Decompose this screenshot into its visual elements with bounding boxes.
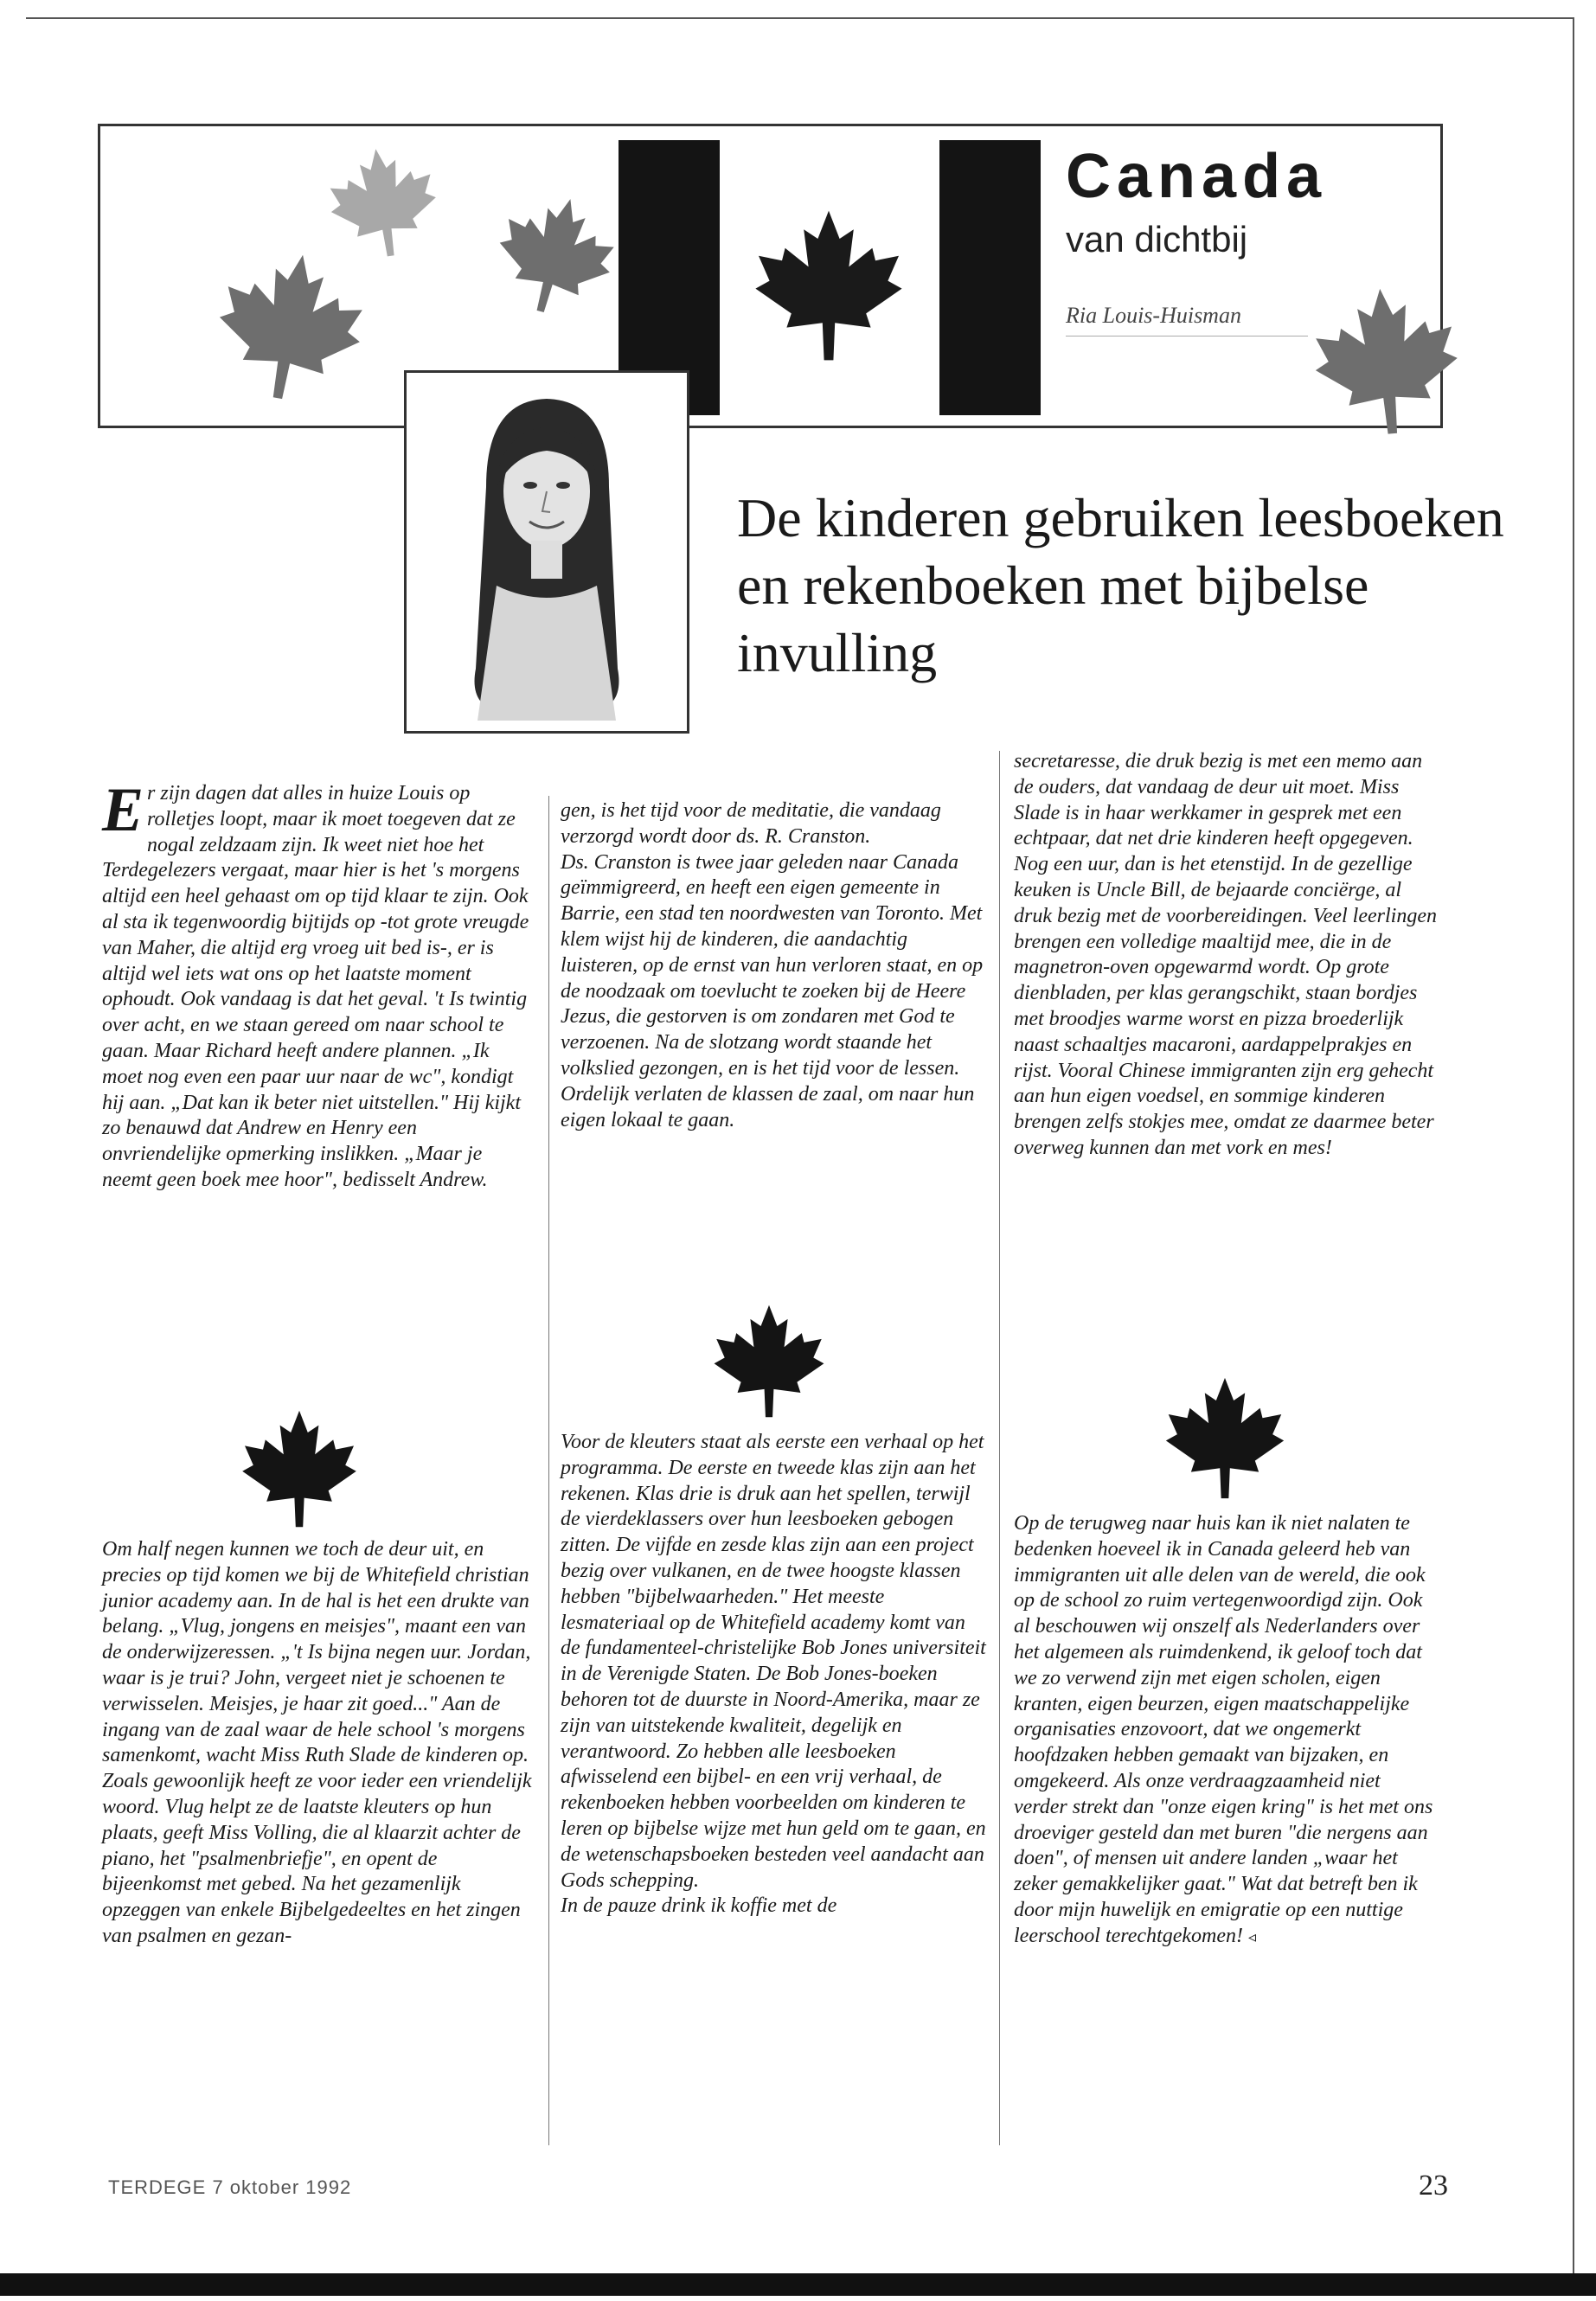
article-column-1-continued [102,1537,535,1950]
page-right-rule [1573,17,1574,2275]
maple-leaf-icon [1161,1375,1289,1501]
column-2-paragraph-3: Voor de kleuters staat als eerste een verhaal op het programma. De eerste en tweede klas zijn aan het rekenen. Klas drie is druk aan het spellen, terwijl de vierdeklassers over hun leesboeken gebogen zitten. De vijfde en zesde klas zijn aan een project bezig over vulkanen, en de twee hoogste klassen hebben "bijbelwaarheden." Het meeste lesmateriaal op de Whitefield academy komt van de fundamenteel-christelijke Bob Jones universiteit in de Verenigde Staten. De Bob Jones-boeken behoren tot de duurste in Noord-Amerika, maar ze zijn van uitstekende kwaliteit, degelijk en verantwoord. Zo hebben alle leesboeken afwisselend een bijbel- en een vrij verhaal, de rekenboeken hebben voorbeelden om kinderen te leren op bijbelse wijze met hun geld om te gaan, en de wetenschapsboeken besteden veel aandacht aan Gods schepping. [561,1431,986,1892]
column-2-paragraph-1: gen, is het tijd voor de meditatie, die vandaag verzorgd wordt door ds. R. Cranston. [561,799,941,848]
column-divider [999,751,1000,2145]
maple-leaf-icon [1300,279,1473,443]
column-3-paragraph-3-text: Op de terugweg naar huis kan ik niet nalaten te bedenken hoeveel ik in Canada geleerd heb van immigranten uit alle delen van de wereld, die ook op de school zo ruim vertegenwoordigd zijn. Ook al beschouwen wij onszelf als Nederlanders over het algemeen als ruimdenkend, ik geloof toch dat we zo verwend zijn met eigen scholen, eigen kranten, eigen beurzen, eigen maatschappelijke organisaties enzovoort, dat we ongemerkt hoofdzaken hebben gemaakt van bijzaken, en omgekeerd. Als onze verdraagzaamheid niet verder strekt dan "onze eigen kring" is het met ons droeviger gesteld dan met buren "die nergens aan doen", of mensen uit andere landen „waar het zeker gemakkelijker gaat." Wat dat betreft ben ik door mijn huwelijk en emigratie op een nuttige leerschool terechtgekomen! [1014,1512,1433,1947]
article-column-1 [102,775,535,1194]
column-1-paragraph-1 [102,775,535,1194]
column-2-paragraph-2: Ds. Cranston is twee jaar geleden naar Canada geïmmigreerd, en heeft een eigen gemeente in Barrie, een stad ten noordwesten van Toronto. Met klem wijst hij de kinderen, die aandachtig luisteren, op de ernst van hun verloren staat, en op de noodzaak om toevlucht te zoeken bij de Heere Jezus, die gestorven is om zondaren met God te verzoenen. Na de slotzang wordt staande het volkslied gezongen, en is het tijd voor de lessen. Ordelijk verlaten de klassen de zaal, om naar hun eigen lokaal te gaan. [561,850,984,1131]
column-1-paragraph-2: Om half negen kunnen we toch de deur uit, en precies op tijd komen we bij de Whitefield christian junior academy aan. In de hal is het een drukte van belang. „Vlug, jongens en meisjes", maant een van de onderwijzeressen. „'t Is bijna negen uur. Jordan, waar is je trui? John, vergeet niet je schoenen te verwisselen. Meisjes, je haar zit goed..." Aan de ingang van de zaal waar de hele school 's morgens samenkomt, wacht Miss Ruth Slade de kinderen op. Zoals gewoonlijk heeft ze voor ieder een vriendelijk woord. Vlug helpt ze de laatste kleuters op hun plaats, geeft Miss Volling, die al klaarzit achter de piano, het "psalmenbriefje", en opent de bijeenkomst met gebed. Na het gezamenlijk opzeggen van enkele Bijbelgedeeltes en het zingen van psalmen en gezan- [102,1538,532,1947]
drop-cap: E [102,775,144,844]
article-headline: De kinderen gebruiken leesboeken en rekenboeken met bijbelse invulling [737,487,1504,683]
maple-leaf-icon [708,1303,830,1420]
column-divider [548,796,549,2145]
maple-leaf-icon [238,1408,361,1529]
portrait-photo [404,370,689,734]
maple-leaf-icon [747,208,911,363]
page-bottom-border [0,2273,1596,2296]
maple-leaf-icon [202,234,378,419]
column-1-paragraph-1-text: r zijn dagen dat alles in huize Louis op rolletjes loopt, maar ik moet toegeven dat ze nogal zeldzaam zijn. Ik weet niet hoe het Terdegelezers vergaat, maar hier is het 's morgens altijd een heel gehaast om op tijd klaar te zijn. Ook al sta ik tegenwoordig bijtijds op -tot grote vreugde van Maher, die altijd erg vroeg uit bed is-, er is altijd wel iets wat ons op het laatste moment ophoudt. Ook vandaag is dat het geval. 't Is twintig over acht, en we staan gereed om naar school te gaan. Maar Richard heeft andere plannen. „Ik moet nog even een paar uur naar de wc", kondigt hij aan. „Dat kan ik beter niet uitstellen." Hij kijkt zo benauwd dat Andrew en Henry een onvriendelijke opmerking inslikken. „Maar je neemt geen boek mee hoor", bedisselt Andrew. [102,782,529,1191]
article-column-3-continued [1014,1511,1438,1951]
article-column-2 [561,798,986,1133]
maple-leaf-icon [318,131,447,274]
end-mark-icon: ◃ [1248,1927,1257,1945]
portrait-image [417,383,676,721]
article-column-2-continued [561,1430,986,1920]
footer-publication: TERDEGE 7 oktober 1992 [108,2176,352,2198]
author-byline: Ria Louis-Huisman [1066,303,1308,336]
flag-right-bar [939,140,1041,415]
column-3-paragraph-3 [1014,1511,1438,1951]
section-title: Canada [1066,142,1328,211]
column-2-paragraph-4: In de pauze drink ik koffie met de [561,1894,837,1918]
column-3-paragraph-2: Nog een uur, dan is het etenstijd. In de gezellige keuken is Uncle Bill, de bejaarde conciërge, al druk bezig met de voorbereidingen. Veel leerlingen brengen een volledige maaltijd mee, die in de magnetron-oven opgewarmd wordt. Op grote dienbladen, per klas gerangschikt, staan bordjes met broodjes warme worst en pizza broederlijk naast schaaltjes macaroni, aardappelprakjes en rijst. Vooral Chinese immigranten zijn erg gehecht aan hun eigen voedsel, en sommige kinderen brengen zelfs stokjes mee, omdat ze daarmee beter overweg kunnen dan met vork en mes! [1014,853,1437,1159]
page-top-rule [26,17,1574,19]
page-number: 23 [1419,2170,1448,2202]
column-3-paragraph-1: secretaresse, die druk bezig is met een memo aan de ouders, dat vandaag de deur uit moet. Miss Slade is in haar werkkamer in gesprek met een echtpaar, dat net drie kinderen heeft opgegeven. [1014,750,1423,850]
section-subtitle: van dichtbij [1066,219,1248,260]
article-column-3 [1014,749,1438,1162]
